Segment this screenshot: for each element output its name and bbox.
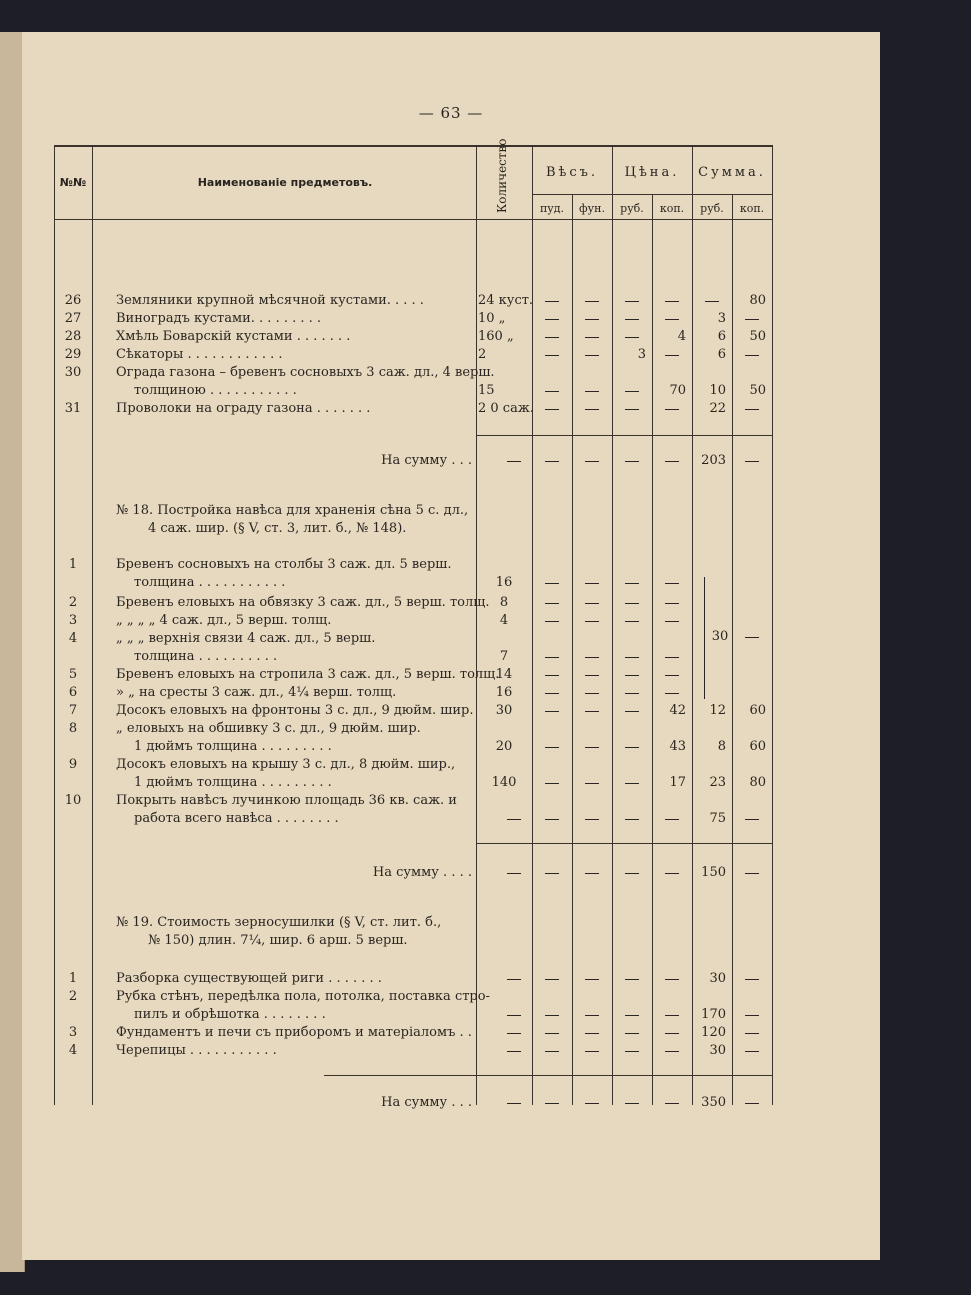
item-name: » „ на сресты 3 саж. дл., 4¼ верш. толщ.: [116, 685, 397, 700]
sum-rub: 3: [717, 311, 726, 326]
col-number-header: №№: [59, 176, 87, 189]
price-rub-dash: [625, 1033, 639, 1034]
total-price-kop-dash: [665, 461, 679, 462]
price-kop-dash: [665, 1015, 679, 1016]
total-label: На сумму . . .: [381, 453, 472, 468]
fun-dash: [585, 1051, 599, 1052]
sum-kop-dash: [745, 1051, 759, 1052]
sum-kop: 80: [749, 293, 766, 308]
row-number: 3: [68, 613, 78, 628]
total-price-rub-dash: [625, 873, 639, 874]
quantity: 8: [499, 595, 509, 610]
qty-dash: [507, 1051, 521, 1052]
row-number: 1: [68, 557, 78, 572]
row-number: 27: [64, 311, 82, 326]
quantity: 20: [495, 739, 513, 754]
price-rub-dash: [625, 693, 639, 694]
price-kop-dash: [665, 301, 679, 302]
col-rule-qty: [532, 145, 533, 1105]
sum-rub: 22: [709, 401, 726, 416]
pud-dash: [545, 301, 559, 302]
sum-rub-dash: [705, 301, 719, 302]
total-sum-rub: 150: [701, 865, 726, 880]
total-qty-dash: [507, 873, 521, 874]
fun-dash: [585, 711, 599, 712]
quantity: 140: [491, 775, 517, 790]
fun-dash: [585, 583, 599, 584]
price-kop-dash: [665, 979, 679, 980]
sum-kop: 80: [749, 775, 766, 790]
table-top-rule: [54, 145, 772, 147]
price-rub-dash: [625, 783, 639, 784]
item-name: Бревенъ сосновыхъ на столбы 3 саж. дл. 5 верш.: [116, 557, 452, 572]
item-name: Досокъ еловыхъ на крышу 3 с. дл., 8 дюйм. шир.,: [116, 757, 456, 772]
header-bottom-rule: [54, 219, 772, 220]
sum-kop-dash: [745, 979, 759, 980]
total-sum-rub: 203: [701, 453, 726, 468]
item-name: „ „ „ верхнія связи 4 саж. дл., 5 верш.: [116, 631, 376, 646]
row-number: 8: [68, 721, 78, 736]
sum-kop-dash: [745, 1015, 759, 1016]
sum-kop-dash: [745, 355, 759, 356]
row-number: 1: [68, 971, 78, 986]
row-number: 4: [68, 1043, 78, 1058]
fun-dash: [585, 391, 599, 392]
item-name-line2: толщиною . . . . . . . . . . .: [134, 383, 297, 398]
sum-kop-dash: [745, 1033, 759, 1034]
price-kop: 4: [677, 329, 686, 344]
total-sum-rub: 350: [701, 1095, 726, 1110]
col-rule-kop: [692, 145, 693, 1105]
total-label: На сумму . . . .: [372, 865, 472, 880]
price-kop: 17: [669, 775, 686, 790]
item-name: Бревенъ еловыхъ на обвязку 3 саж. дл., 5 верш. толщ.: [116, 595, 490, 610]
total-price-kop-dash: [665, 873, 679, 874]
total-price-kop-dash: [665, 1103, 679, 1104]
qty-dash: [507, 1033, 521, 1034]
subtotal-rule-extra: [324, 1075, 476, 1076]
col-rule-name: [476, 145, 477, 1105]
col-rule-no: [92, 145, 93, 1105]
price-rub-dash: [625, 979, 639, 980]
price-kop-dash: [665, 319, 679, 320]
price-rub-dash: [625, 711, 639, 712]
fun-dash: [585, 409, 599, 410]
row-number: 3: [68, 1025, 78, 1040]
pud-dash: [545, 583, 559, 584]
sum-rub: 6: [717, 329, 726, 344]
price-rub-dash: [625, 603, 639, 604]
total-sum-kop-dash: [745, 461, 759, 462]
price-rub-dash: [625, 621, 639, 622]
pud-dash: [545, 657, 559, 658]
price-rub-dash: [625, 301, 639, 302]
item-name-line2: 1 дюймъ толщина . . . . . . . . .: [134, 739, 332, 754]
quantity: 16: [495, 575, 513, 590]
item-name-line2: толщина . . . . . . . . . .: [134, 649, 278, 664]
sum-kop: 60: [749, 739, 766, 754]
fun-dash: [585, 675, 599, 676]
price-kop-dash: [665, 675, 679, 676]
kop-header: коп.: [659, 202, 685, 215]
item-name: Сѣкаторы . . . . . . . . . . . .: [116, 347, 283, 362]
price-kop: 42: [669, 703, 686, 718]
fun-dash: [585, 1033, 599, 1034]
price-kop-dash: [665, 621, 679, 622]
pud-dash: [545, 693, 559, 694]
fun-dash: [585, 301, 599, 302]
sum-rub: 75: [709, 811, 726, 826]
pud-dash: [545, 1051, 559, 1052]
sum-rub: 120: [701, 1025, 726, 1040]
sum-rub: 12: [709, 703, 726, 718]
total-pud-dash: [545, 461, 559, 462]
row-number: 5: [68, 667, 78, 682]
price-rub-dash: [625, 657, 639, 658]
total-pud-dash: [545, 873, 559, 874]
fun-dash: [585, 319, 599, 320]
item-name: „ еловыхъ на обшивку 3 с. дл., 9 дюйм. шир.: [116, 721, 421, 736]
sum-rub-header: руб.: [700, 202, 724, 215]
row-number: 10: [64, 793, 82, 808]
price-kop: 43: [669, 739, 686, 754]
item-name: Проволоки на ограду газона . . . . . . .: [116, 401, 371, 416]
item-name: Разборка существующей риги . . . . . . .: [116, 971, 382, 986]
total-label: На сумму . . .: [381, 1095, 472, 1110]
fun-dash: [585, 693, 599, 694]
pud-dash: [545, 621, 559, 622]
pud-dash: [545, 1033, 559, 1034]
pud-dash: [545, 391, 559, 392]
row-number: 2: [68, 989, 78, 1004]
col-rule-fun: [612, 145, 613, 1105]
row-number: 30: [64, 365, 82, 380]
item-name: Виноградъ кустами. . . . . . . . .: [116, 311, 322, 326]
pud-dash: [545, 1015, 559, 1016]
section-title: № 18. Постройка навѣса для храненія сѣна 5 с. дл.,: [116, 503, 469, 518]
fun-dash: [585, 783, 599, 784]
item-name: Хмѣль Боварскій кустами . . . . . . .: [116, 329, 351, 344]
fun-dash: [585, 979, 599, 980]
sum-rub: 30: [709, 1043, 726, 1058]
item-name: Черепицы . . . . . . . . . . .: [116, 1043, 277, 1058]
item-name-line2: работа всего навѣса . . . . . . . .: [134, 811, 339, 826]
item-name-line2: пилъ и обрѣшотка . . . . . . . .: [134, 1007, 326, 1022]
price-kop: 70: [669, 383, 686, 398]
pud-dash: [545, 603, 559, 604]
quantity: 16: [495, 685, 513, 700]
price-rub-dash: [625, 391, 639, 392]
pud-dash: [545, 337, 559, 338]
quantity: 24 куст.: [478, 293, 534, 308]
fun-dash: [585, 621, 599, 622]
price-rub-dash: [625, 675, 639, 676]
item-name: Досокъ еловыхъ на фронтоны 3 с. дл., 9 дюйм. шир.: [116, 703, 474, 718]
sum-kop-dash: [745, 319, 759, 320]
total-qty-dash: [507, 461, 521, 462]
fun-dash: [585, 337, 599, 338]
section-title-line2: № 150) длин. 7¼, шир. 6 арш. 5 верш.: [148, 933, 408, 948]
sum-rub: 8: [717, 739, 726, 754]
price-kop-dash: [665, 657, 679, 658]
subtotal-rule: [476, 435, 772, 436]
fun-dash: [585, 657, 599, 658]
quantity: 30: [495, 703, 513, 718]
sum-rub: 30: [709, 971, 726, 986]
price-kop-dash: [665, 583, 679, 584]
sum-kop: 50: [749, 329, 766, 344]
total-qty-dash: [507, 1103, 521, 1104]
qty-dash: [507, 819, 521, 820]
row-number: 7: [68, 703, 78, 718]
quantity: 2 0 саж.: [478, 401, 534, 416]
fun-header: фун.: [579, 202, 605, 215]
price-kop-dash: [665, 819, 679, 820]
fun-dash: [585, 603, 599, 604]
item-name: Бревенъ еловыхъ на стропила 3 саж. дл., 5 верш. толщ.: [116, 667, 500, 682]
qty-dash: [507, 1015, 521, 1016]
row-number: 29: [64, 347, 82, 362]
row-number: 31: [64, 401, 82, 416]
brace-sum-rub: 30: [711, 629, 729, 644]
price-kop-dash: [665, 1033, 679, 1034]
weight-header: Вѣсъ.: [545, 165, 599, 180]
col-name-header: Наименованіе предметовъ.: [197, 176, 373, 189]
item-name: Фундаментъ и печи съ приборомъ и матеріаломъ . .: [116, 1025, 472, 1040]
pud-dash: [545, 819, 559, 820]
row-number: 9: [68, 757, 78, 772]
pud-dash: [545, 747, 559, 748]
item-name: Земляники крупной мѣсячной кустами. . . . .: [116, 293, 424, 308]
pud-dash: [545, 355, 559, 356]
quantity: 2: [478, 347, 487, 362]
row-number: 6: [68, 685, 78, 700]
quantity: 15: [478, 383, 495, 398]
quantity: 160 „: [478, 329, 514, 344]
sum-rub: 10: [709, 383, 726, 398]
quantity: 14: [495, 667, 513, 682]
quantity: 7: [499, 649, 509, 664]
subtotal-rule: [476, 1075, 772, 1076]
sum-rub: 23: [709, 775, 726, 790]
pud-dash: [545, 409, 559, 410]
price-kop-dash: [665, 409, 679, 410]
section-title: № 19. Стоимость зерносушилки (§ V, ст. лит. б.,: [116, 915, 442, 930]
price-rub-dash: [625, 583, 639, 584]
sum-kop-header: коп.: [739, 202, 765, 215]
rub-header: руб.: [620, 202, 644, 215]
sum-rub: 170: [701, 1007, 726, 1022]
total-pud-dash: [545, 1103, 559, 1104]
item-name: Ограда газона – бревенъ сосновыхъ 3 саж. дл., 4 верш.: [116, 365, 495, 380]
page-number: — 63 —: [418, 104, 484, 122]
fun-dash: [585, 747, 599, 748]
price-rub-dash: [625, 1015, 639, 1016]
pud-dash: [545, 979, 559, 980]
total-fun-dash: [585, 873, 599, 874]
brace-sum-kop-dash: [745, 637, 759, 638]
total-fun-dash: [585, 461, 599, 462]
price-rub-dash: [625, 409, 639, 410]
sum-kop-dash: [745, 819, 759, 820]
row-number: 2: [68, 595, 78, 610]
book-page: [22, 32, 880, 1260]
col-rule-pud: [572, 194, 573, 1105]
sum-kop-dash: [745, 409, 759, 410]
row-number: 28: [64, 329, 82, 344]
price-kop-dash: [665, 603, 679, 604]
price-rub-dash: [625, 819, 639, 820]
total-price-rub-dash: [625, 461, 639, 462]
price-header: Цѣна.: [624, 165, 680, 180]
total-price-rub-dash: [625, 1103, 639, 1104]
pud-header: пуд.: [539, 202, 565, 215]
price-rub-dash: [625, 337, 639, 338]
quantity: 4: [499, 613, 509, 628]
total-fun-dash: [585, 1103, 599, 1104]
quantity: 10 „: [478, 311, 506, 326]
qty-dash: [507, 979, 521, 980]
item-name-line2: толщина . . . . . . . . . . .: [134, 575, 286, 590]
col-rule-right: [772, 145, 773, 1105]
col-qty-header: Количество: [495, 138, 509, 213]
sum-kop: 60: [749, 703, 766, 718]
price-rub-dash: [625, 319, 639, 320]
sum-rub: 6: [717, 347, 726, 362]
sum-header: Сумма.: [698, 165, 766, 180]
fun-dash: [585, 819, 599, 820]
item-name-line2: 1 дюймъ толщина . . . . . . . . .: [134, 775, 332, 790]
price-rub: 3: [637, 347, 646, 362]
pud-dash: [545, 319, 559, 320]
fun-dash: [585, 1015, 599, 1016]
section-title-line2: 4 саж. шир. (§ V, ст. 3, лит. б., № 148).: [148, 521, 407, 536]
pud-dash: [545, 711, 559, 712]
item-name: Покрыть навѣсъ лучинкою площадь 36 кв. саж. и: [116, 793, 457, 808]
row-number: 4: [68, 631, 78, 646]
price-rub-dash: [625, 1051, 639, 1052]
subtotal-rule: [476, 843, 772, 844]
pud-dash: [545, 783, 559, 784]
total-sum-kop-dash: [745, 1103, 759, 1104]
total-sum-kop-dash: [745, 873, 759, 874]
price-kop-dash: [665, 355, 679, 356]
item-name: „ „ „ „ 4 саж. дл., 5 верш. толщ.: [116, 613, 332, 628]
price-kop-dash: [665, 693, 679, 694]
sum-kop: 50: [749, 383, 766, 398]
price-kop-dash: [665, 1051, 679, 1052]
row-number: 26: [64, 293, 82, 308]
item-name: Рубка стѣнъ, передѣлка пола, потолка, поставка стро-: [116, 989, 490, 1004]
inventory-table: [54, 138, 772, 1110]
price-rub-dash: [625, 747, 639, 748]
fun-dash: [585, 355, 599, 356]
grouping-brace: [704, 577, 705, 699]
pud-dash: [545, 675, 559, 676]
